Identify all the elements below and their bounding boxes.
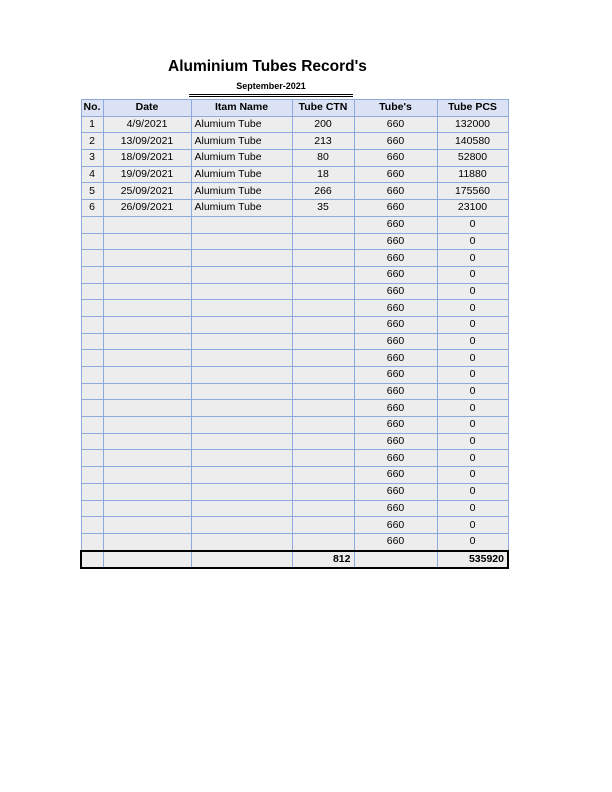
cell-tube-ctn[interactable] — [292, 517, 354, 534]
cell-item-name[interactable] — [191, 283, 292, 300]
cell-item-name[interactable] — [191, 300, 292, 317]
tube-record-table — [80, 99, 509, 569]
cell-tubes[interactable]: 660 — [354, 433, 437, 450]
cell-no[interactable] — [81, 383, 103, 400]
cell-no[interactable] — [81, 350, 103, 367]
cell-tube-pcs[interactable]: 0 — [437, 500, 508, 517]
cell-no[interactable]: 5 — [81, 183, 103, 200]
cell-tube-ctn[interactable] — [292, 467, 354, 484]
cell-date[interactable]: 25/09/2021 — [103, 183, 191, 200]
cell-tube-pcs[interactable]: 23100 — [437, 200, 508, 217]
cell-tube-pcs[interactable]: 0 — [437, 467, 508, 484]
cell-date[interactable] — [103, 433, 191, 450]
cell-tube-pcs[interactable]: 0 — [437, 383, 508, 400]
cell-tube-ctn[interactable] — [292, 533, 354, 550]
table-row — [81, 400, 508, 417]
cell-tubes[interactable]: 660 — [354, 316, 437, 333]
cell-date[interactable] — [103, 500, 191, 517]
cell-tube-ctn[interactable] — [292, 433, 354, 450]
cell-tube-ctn[interactable] — [292, 450, 354, 467]
cell-tube-ctn[interactable] — [292, 400, 354, 417]
sheet-subtitle: September-2021 — [189, 81, 353, 97]
cell-tube-ctn[interactable]: 18 — [292, 166, 354, 183]
cell-date[interactable]: 13/09/2021 — [103, 133, 191, 150]
cell-tubes[interactable]: 660 — [354, 450, 437, 467]
cell-no[interactable] — [81, 417, 103, 434]
header-tube-ctn[interactable]: Tube CTN — [292, 100, 354, 117]
cell-tubes[interactable]: 660 — [354, 233, 437, 250]
cell-item-name[interactable] — [191, 500, 292, 517]
cell-tube-pcs[interactable]: 0 — [437, 250, 508, 267]
cell-date[interactable] — [103, 400, 191, 417]
cell-tubes[interactable]: 660 — [354, 116, 437, 133]
table-row — [81, 233, 508, 250]
cell-tube-pcs[interactable]: 0 — [437, 483, 508, 500]
cell-tube-ctn[interactable]: 35 — [292, 200, 354, 217]
table-row — [81, 517, 508, 534]
cell-tubes[interactable]: 660 — [354, 283, 437, 300]
cell-date[interactable] — [103, 367, 191, 384]
header-item-name[interactable]: Itam Name — [191, 100, 292, 117]
cell-no[interactable] — [81, 316, 103, 333]
cell-tube-pcs[interactable]: 132000 — [437, 116, 508, 133]
table-row — [81, 216, 508, 233]
cell-tube-pcs[interactable]: 11880 — [437, 166, 508, 183]
cell-item-name[interactable]: Alumium Tube — [191, 133, 292, 150]
cell-tube-ctn[interactable] — [292, 367, 354, 384]
cell-item-name[interactable] — [191, 433, 292, 450]
cell-no[interactable] — [81, 367, 103, 384]
header-no[interactable]: No. — [81, 100, 103, 117]
table-row — [81, 200, 508, 217]
cell-no[interactable]: 6 — [81, 200, 103, 217]
cell-item-name[interactable] — [191, 517, 292, 534]
table-row — [81, 266, 508, 283]
total-cell-no[interactable] — [81, 551, 103, 569]
header-tubes[interactable]: Tube's — [354, 100, 437, 117]
cell-date[interactable] — [103, 417, 191, 434]
cell-tube-pcs[interactable]: 0 — [437, 400, 508, 417]
cell-item-name[interactable]: Alumium Tube — [191, 150, 292, 167]
cell-date[interactable] — [103, 250, 191, 267]
cell-date[interactable] — [103, 316, 191, 333]
cell-no[interactable] — [81, 400, 103, 417]
cell-date[interactable] — [103, 467, 191, 484]
cell-tubes[interactable]: 660 — [354, 533, 437, 550]
cell-tubes[interactable]: 660 — [354, 383, 437, 400]
cell-tubes[interactable]: 660 — [354, 266, 437, 283]
cell-tubes[interactable]: 660 — [354, 216, 437, 233]
cell-item-name[interactable] — [191, 400, 292, 417]
cell-item-name[interactable]: Alumium Tube — [191, 116, 292, 133]
cell-tubes[interactable]: 660 — [354, 500, 437, 517]
cell-date[interactable] — [103, 533, 191, 550]
cell-date[interactable] — [103, 333, 191, 350]
cell-tube-pcs[interactable]: 140580 — [437, 133, 508, 150]
cell-item-name[interactable] — [191, 266, 292, 283]
cell-no[interactable] — [81, 233, 103, 250]
cell-date[interactable] — [103, 450, 191, 467]
table-row — [81, 316, 508, 333]
cell-tube-pcs[interactable]: 0 — [437, 300, 508, 317]
cell-item-name[interactable] — [191, 417, 292, 434]
total-tube-ctn[interactable]: 812 — [292, 551, 354, 569]
cell-tubes[interactable]: 660 — [354, 150, 437, 167]
table-row — [81, 367, 508, 384]
cell-date[interactable] — [103, 517, 191, 534]
cell-item-name[interactable] — [191, 483, 292, 500]
cell-date[interactable]: 19/09/2021 — [103, 166, 191, 183]
cell-item-name[interactable]: Alumium Tube — [191, 200, 292, 217]
cell-no[interactable] — [81, 300, 103, 317]
table-row — [81, 166, 508, 183]
cell-item-name[interactable]: Alumium Tube — [191, 166, 292, 183]
cell-tube-ctn[interactable]: 266 — [292, 183, 354, 200]
cell-date[interactable] — [103, 300, 191, 317]
table-row — [81, 383, 508, 400]
cell-tube-ctn[interactable] — [292, 250, 354, 267]
table-row — [81, 183, 508, 200]
header-tube-pcs[interactable]: Tube PCS — [437, 100, 508, 117]
cell-no[interactable] — [81, 500, 103, 517]
cell-item-name[interactable] — [191, 233, 292, 250]
cell-tubes[interactable]: 660 — [354, 400, 437, 417]
table-row — [81, 150, 508, 167]
cell-tube-pcs[interactable]: 0 — [437, 316, 508, 333]
cell-date[interactable] — [103, 483, 191, 500]
cell-tubes[interactable]: 660 — [354, 517, 437, 534]
cell-tubes[interactable]: 660 — [354, 483, 437, 500]
cell-date[interactable] — [103, 233, 191, 250]
cell-tubes[interactable]: 660 — [354, 133, 437, 150]
cell-tube-ctn[interactable] — [292, 417, 354, 434]
cell-no[interactable]: 1 — [81, 116, 103, 133]
table-row — [81, 250, 508, 267]
cell-no[interactable] — [81, 283, 103, 300]
cell-item-name[interactable] — [191, 250, 292, 267]
cell-tube-ctn[interactable]: 213 — [292, 133, 354, 150]
cell-tube-pcs[interactable]: 52800 — [437, 150, 508, 167]
cell-tube-ctn[interactable] — [292, 283, 354, 300]
cell-item-name[interactable] — [191, 350, 292, 367]
cell-tube-ctn[interactable] — [292, 216, 354, 233]
cell-tubes[interactable]: 660 — [354, 350, 437, 367]
cell-no[interactable] — [81, 450, 103, 467]
cell-no[interactable] — [81, 333, 103, 350]
total-cell-item[interactable] — [191, 551, 292, 569]
cell-tube-ctn[interactable]: 200 — [292, 116, 354, 133]
cell-no[interactable] — [81, 533, 103, 550]
cell-tube-pcs[interactable]: 0 — [437, 283, 508, 300]
cell-tube-ctn[interactable] — [292, 383, 354, 400]
cell-tube-pcs[interactable]: 0 — [437, 450, 508, 467]
cell-tubes[interactable]: 660 — [354, 250, 437, 267]
cell-tubes[interactable]: 660 — [354, 300, 437, 317]
table-row — [81, 300, 508, 317]
table-row — [81, 350, 508, 367]
cell-tubes[interactable]: 660 — [354, 467, 437, 484]
cell-item-name[interactable]: Alumium Tube — [191, 183, 292, 200]
cell-item-name[interactable] — [191, 333, 292, 350]
cell-date[interactable] — [103, 383, 191, 400]
cell-tube-ctn[interactable] — [292, 350, 354, 367]
cell-date[interactable] — [103, 216, 191, 233]
cell-date[interactable]: 18/09/2021 — [103, 150, 191, 167]
cell-tubes[interactable]: 660 — [354, 200, 437, 217]
cell-tube-pcs[interactable]: 0 — [437, 216, 508, 233]
table-row — [81, 483, 508, 500]
cell-tubes[interactable]: 660 — [354, 183, 437, 200]
cell-no[interactable] — [81, 216, 103, 233]
cell-no[interactable] — [81, 517, 103, 534]
cell-tube-pcs[interactable]: 0 — [437, 266, 508, 283]
cell-no[interactable] — [81, 433, 103, 450]
cell-tube-pcs[interactable]: 0 — [437, 233, 508, 250]
table-row — [81, 333, 508, 350]
cell-tube-pcs[interactable]: 0 — [437, 367, 508, 384]
cell-tube-ctn[interactable] — [292, 483, 354, 500]
cell-item-name[interactable] — [191, 367, 292, 384]
table-row — [81, 450, 508, 467]
cell-tube-pcs[interactable]: 0 — [437, 433, 508, 450]
cell-item-name[interactable] — [191, 216, 292, 233]
header-date[interactable]: Date — [103, 100, 191, 117]
cell-tube-ctn[interactable] — [292, 300, 354, 317]
table-row — [81, 533, 508, 550]
table-row — [81, 283, 508, 300]
cell-date[interactable]: 4/9/2021 — [103, 116, 191, 133]
table-row — [81, 116, 508, 133]
table-row — [81, 467, 508, 484]
cell-date[interactable] — [103, 350, 191, 367]
cell-tube-pcs[interactable]: 0 — [437, 350, 508, 367]
cell-no[interactable] — [81, 250, 103, 267]
cell-tubes[interactable]: 660 — [354, 333, 437, 350]
cell-tube-ctn[interactable] — [292, 316, 354, 333]
sheet-title: Aluminium Tubes Record's — [168, 58, 367, 75]
cell-tube-pcs[interactable]: 0 — [437, 517, 508, 534]
cell-tube-pcs[interactable]: 0 — [437, 333, 508, 350]
table-row — [81, 417, 508, 434]
cell-item-name[interactable] — [191, 383, 292, 400]
cell-tube-ctn[interactable] — [292, 233, 354, 250]
total-cell-tubes[interactable] — [354, 551, 437, 569]
total-cell-date[interactable] — [103, 551, 191, 569]
cell-item-name[interactable] — [191, 450, 292, 467]
table-row — [81, 433, 508, 450]
table-row — [81, 133, 508, 150]
cell-tube-ctn[interactable] — [292, 333, 354, 350]
cell-tubes[interactable]: 660 — [354, 166, 437, 183]
cell-date[interactable] — [103, 266, 191, 283]
total-tube-pcs[interactable]: 535920 — [437, 551, 508, 569]
cell-tube-ctn[interactable]: 80 — [292, 150, 354, 167]
cell-no[interactable]: 2 — [81, 133, 103, 150]
cell-no[interactable] — [81, 266, 103, 283]
cell-no[interactable]: 4 — [81, 166, 103, 183]
cell-date[interactable] — [103, 283, 191, 300]
cell-tubes[interactable]: 660 — [354, 367, 437, 384]
cell-tube-ctn[interactable] — [292, 500, 354, 517]
cell-date[interactable]: 26/09/2021 — [103, 200, 191, 217]
cell-tube-pcs[interactable]: 0 — [437, 417, 508, 434]
table-row — [81, 500, 508, 517]
cell-item-name[interactable] — [191, 316, 292, 333]
cell-item-name[interactable] — [191, 467, 292, 484]
cell-tubes[interactable]: 660 — [354, 417, 437, 434]
totals-row — [81, 551, 508, 569]
header-row — [81, 100, 508, 117]
cell-no[interactable] — [81, 483, 103, 500]
cell-tube-pcs[interactable]: 175560 — [437, 183, 508, 200]
cell-no[interactable] — [81, 467, 103, 484]
cell-item-name[interactable] — [191, 533, 292, 550]
cell-no[interactable]: 3 — [81, 150, 103, 167]
cell-tube-ctn[interactable] — [292, 266, 354, 283]
cell-tube-pcs[interactable]: 0 — [437, 533, 508, 550]
